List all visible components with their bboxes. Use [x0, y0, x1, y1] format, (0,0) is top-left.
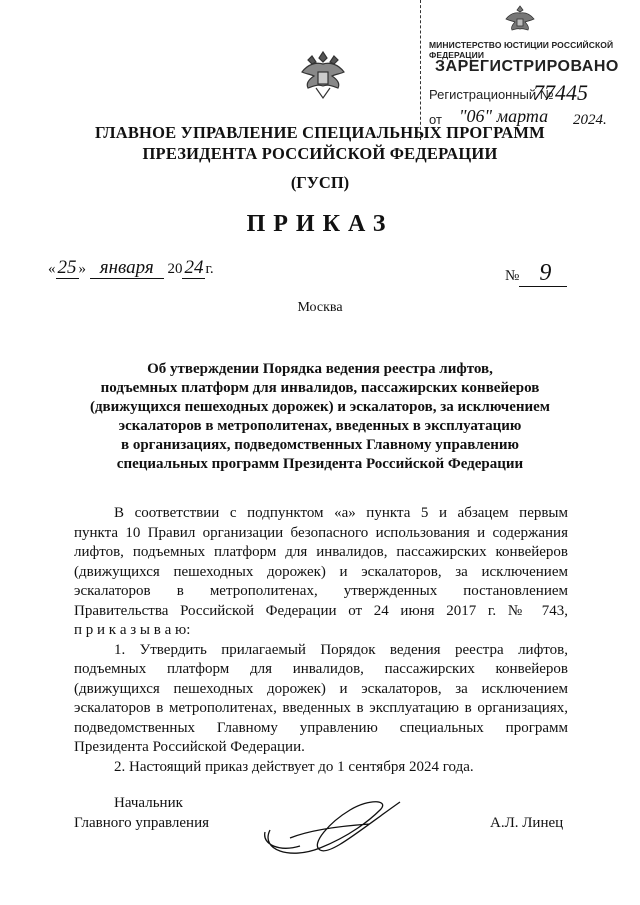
stamp-date-day: "06" [459, 106, 493, 126]
org-name-line2: ПРЕЗИДЕНТА РОССИЙСКОЙ ФЕДЕРАЦИИ [142, 144, 498, 163]
stamp-date-prefix: от [429, 112, 442, 127]
body-line: Правительства Российской Федерации от 24 июня 2017 г. № 743, [74, 602, 568, 619]
order-title-line: в организациях, подведомственных Главному управлению [120, 437, 520, 453]
body-line: эскалаторов в метрополитенах, введенных в эксплуатацию в организациях, [74, 700, 568, 716]
order-title-line: эскалаторов в метрополитенах, введенных в эксплуатацию [118, 418, 522, 434]
stamp-date-month: марта [496, 106, 549, 126]
org-name-line1: ГЛАВНОЕ УПРАВЛЕНИЕ СПЕЦИАЛЬНЫХ ПРОГРАММ [95, 123, 545, 142]
body-line: (движущихся пешеходных дорожек) и эскалаторов, за исключением [74, 563, 568, 580]
stamp-date-year: 2024. [573, 112, 607, 128]
body-line: (движущихся пешеходных дорожек) и эскалаторов, за исключением [74, 680, 568, 697]
body-line: подведомственных Главному управлению специальных программ [74, 719, 568, 736]
coat-of-arms-emblem [294, 44, 352, 102]
body-line: 1. Утвердить прилагаемый Порядок ведения реестра лифтов, [114, 641, 568, 658]
order-title-line: Об утверждении Порядка ведения реестра лифтов, [147, 361, 493, 377]
order-day: 25 [57, 257, 77, 278]
signatory-title-line2: Главного управления [74, 815, 209, 831]
order-year-prefix: 20 [167, 261, 183, 277]
body-line: лифтов, подъемных платформ для инвалидов, пассажирских конвейеров [74, 544, 568, 560]
body-line: В соответствии с подпунктом «а» пункта 5 и абзацем первым [114, 505, 568, 521]
body-line: п р и к а з ы в а ю: [74, 622, 191, 638]
body-line: 2. Настоящий приказ действует до 1 сентября 2024 года. [114, 758, 474, 775]
order-title-line: (движущихся пешеходных дорожек) и эскалаторов, за исключением [89, 399, 551, 415]
body-line: Президента Российской Федерации. [74, 739, 305, 755]
stamp-ministry: МИНИСТЕРСТВО ЮСТИЦИИ РОССИЙСКОЙ ФЕДЕРАЦИИ [429, 40, 614, 60]
registration-stamp [420, 0, 636, 140]
body-line: пункта 10 Правил организации безопасного использования и содержания [74, 524, 568, 541]
body-line: подъемных платформ для инвалидов, пассажирских конвейеров [74, 661, 568, 677]
order-date: « 25 » января 20 24 г. [48, 257, 214, 278]
order-number [505, 260, 567, 287]
order-year-unit: г. [205, 261, 214, 277]
document-type-title: ПРИКАЗ [246, 211, 394, 237]
stamp-reg-number: 77445 [533, 80, 588, 105]
signatory-title-line1: Начальник [114, 795, 183, 811]
order-year-suffix: 24 [184, 257, 204, 278]
order-number-label: № [505, 268, 520, 284]
order-title-line: подъемных платформ для инвалидов, пассажирских конвейеров [100, 380, 540, 396]
city: Москва [297, 300, 343, 315]
stamp-reg-label: Регистрационный № [429, 87, 554, 102]
org-abbreviation: (ГУСП) [290, 173, 350, 192]
stamp-registered: ЗАРЕГИСТРИРОВАНО [435, 58, 619, 75]
order-title-line: специальных программ Президента Российской Федерации [116, 456, 524, 472]
order-number-value: 9 [519, 260, 567, 287]
body-line: эскалаторов в метрополитенах, утвержденных постановлением [74, 583, 568, 599]
handwritten-signature [250, 790, 430, 870]
order-month: января [90, 257, 164, 279]
signatory-name: А.Л. Линец [490, 815, 564, 831]
